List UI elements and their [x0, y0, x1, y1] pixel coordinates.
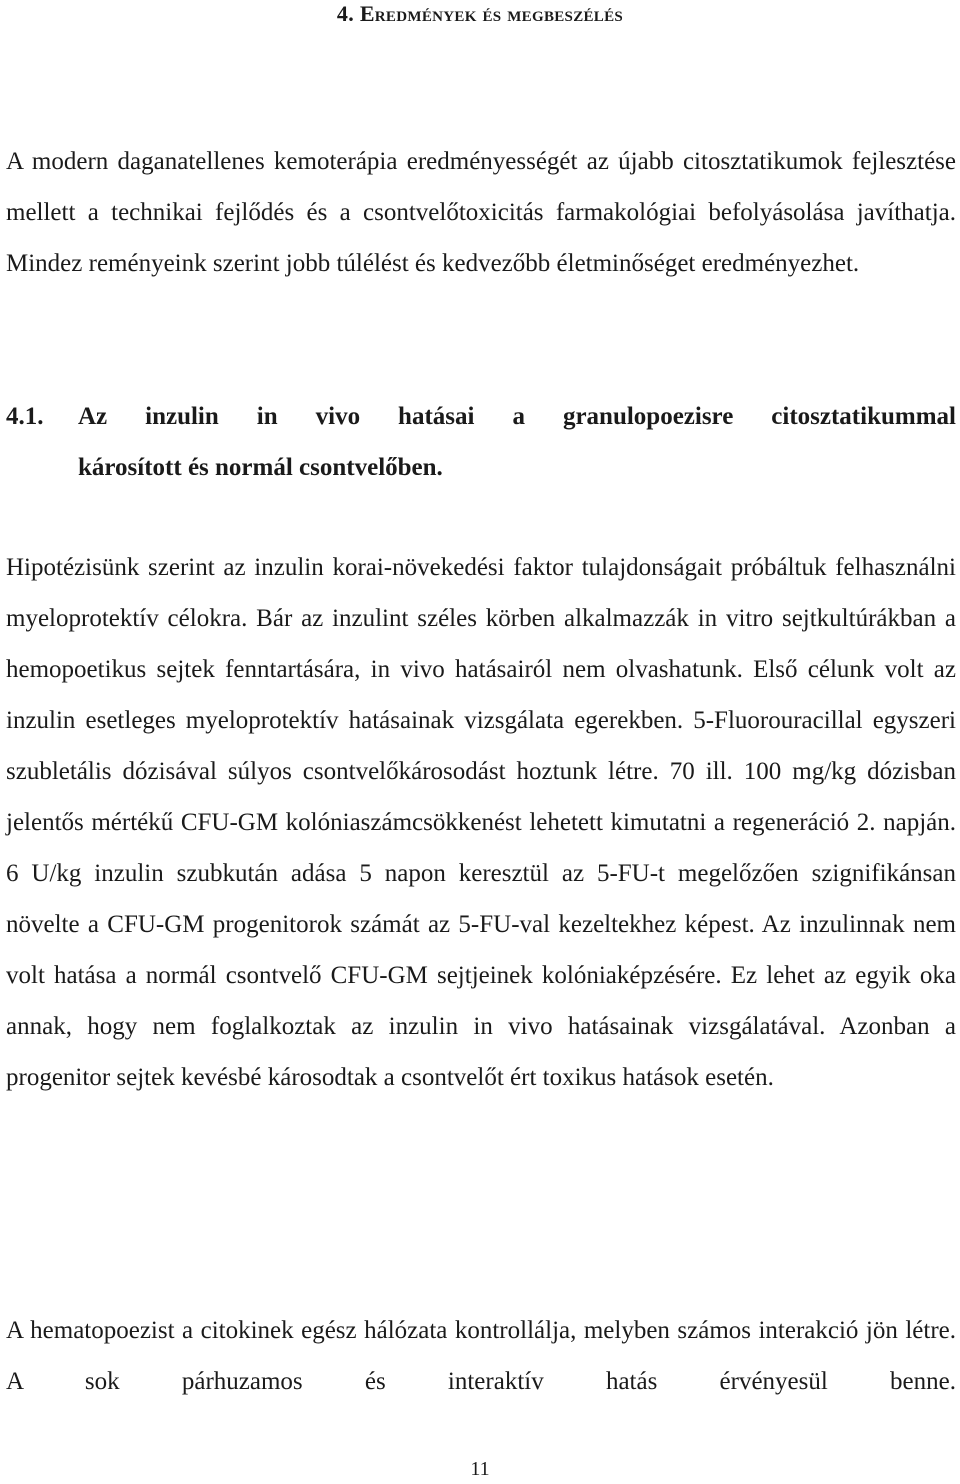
section-title-line2: károsított és normál csontvelőben.	[78, 454, 443, 481]
section-title-line1: Az inzulin in vivo hatásai a granulopoezisre citosztatikummal	[78, 403, 956, 430]
section-heading	[6, 391, 956, 493]
section-paragraph: Hipotézisünk szerint az inzulin korai-növekedési faktor tulajdonságait próbáltuk felhasználni myeloprotektív célokra. Bár az inzulint széles körben alkalmazzák in vitro sejtkultúrákban a hemopoetikus sejtek fenntartására, in vivo hatásairól nem olvashatunk. Első célunk volt az inzulin esetleges myeloprotektív hatásainak vizsgálata egerekben. 5-Fluorouracillal egyszeri szubletális dózisával súlyos csontvelőkárosodást hoztunk létre. 70 ill. 100 mg/kg dózisban jelentős mértékű CFU-GM kolóniaszámcsökkenést lehetett kimutatni a regeneráció 2. napján. 6 U/kg inzulin szubkután adása 5 napon keresztül az 5-FU-t megelőzően szignifikánsan növelte a CFU-GM progenitorok számát az 5-FU-val kezeltekhez képest. Az inzulinnak nem volt hatása a normál csontvelő CFU-GM sejtjeinek kolóniaképzésére. Ez lehet az egyik oka annak, hogy nem foglalkoztak az inzulin in vivo hatásainak vizsgálatával. Azonban a progenitor sejtek kevésbé károsodtak a csontvelőt ért toxikus hatások esetén.	[6, 554, 956, 1091]
chapter-title: 4. Eredmények és megbeszélés	[336, 1, 624, 26]
page-number: 11	[470, 1458, 490, 1480]
final-paragraph: A hematopoezist a citokinek egész hálózata kontrollálja, melyben számos interakció jön létre. A sok párhuzamos és interaktív hatás érvényesül benne.	[6, 1317, 956, 1395]
section-number: 4.1.	[6, 403, 44, 430]
intro-paragraph: A modern daganatellenes kemoterápia eredményességét az újabb citosztatikumok fejlesztése mellett a technikai fejlődés és a csontvelőtoxicitás farmakológiai befolyásolása javíthatja. Mindez reményeink szerint jobb túlélést és kedvezőbb életminőséget eredményezhet.	[6, 148, 956, 277]
